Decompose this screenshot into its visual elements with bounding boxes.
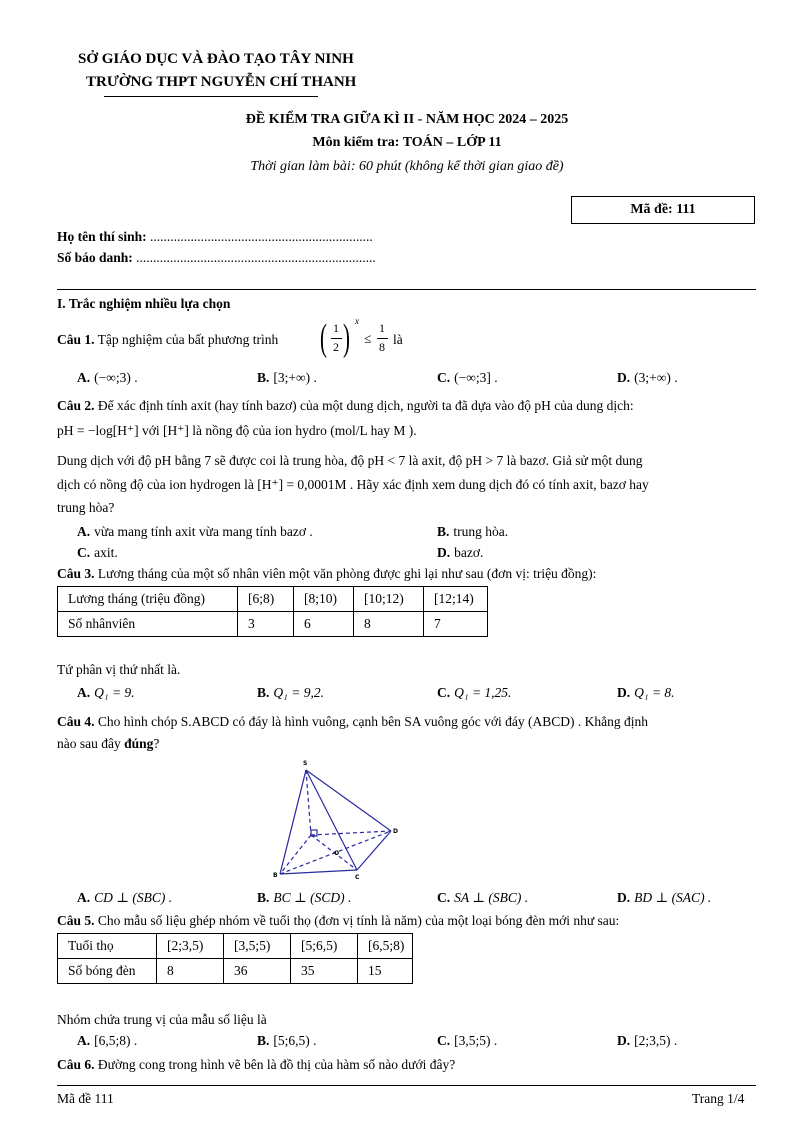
q1-option-c[interactable] — [437, 370, 498, 386]
paren-left: ( — [320, 317, 327, 359]
q5-option-b[interactable] — [257, 1033, 317, 1049]
question-4-text-pre: nào sau đây — [57, 736, 125, 751]
table-row — [58, 587, 488, 612]
question-4-line1 — [57, 714, 648, 730]
question-1-label: Câu 1. — [57, 332, 95, 347]
table-row — [58, 934, 413, 959]
question-2-line2: pH = −log[H⁺] với [H⁺] là nồng độ của ion hydro (mol/L hay M ). — [57, 423, 417, 438]
table-cell: [2;3,5) — [157, 934, 224, 959]
table-cell: 6 — [294, 612, 354, 637]
table-cell: [3,5;5) — [224, 934, 291, 959]
question-5-text: Cho mẫu số liệu ghép nhóm về tuổi thọ (đơn vị tính là năm) của một loại bóng đèn mới như sau: — [97, 913, 620, 928]
q1-option-d[interactable] — [617, 370, 678, 386]
q1-option-a[interactable] — [77, 370, 138, 386]
question-6 — [57, 1057, 455, 1073]
q4-option-a[interactable] — [77, 890, 172, 906]
option-value: trung hòa. — [453, 524, 509, 539]
option-letter: A. — [77, 685, 91, 700]
option-value: Q₁ = 8. — [634, 685, 675, 700]
option-letter: C. — [77, 545, 91, 560]
table-row — [58, 612, 488, 637]
q5-option-c[interactable] — [437, 1033, 497, 1049]
exam-time: Thời gian làm bài: 60 phút (không kể thời gian giao đề) — [250, 159, 564, 174]
question-4-label: Câu 4. — [57, 714, 95, 729]
option-letter: B. — [437, 524, 450, 539]
frac1-num: 1 — [333, 321, 339, 335]
edge-SD — [306, 770, 391, 831]
edge-BC — [280, 870, 357, 874]
table-cell: 35 — [291, 959, 358, 984]
question-1-tail: là — [393, 332, 403, 347]
footer-code: Mã đề 111 — [57, 1091, 114, 1106]
option-letter: A. — [77, 370, 91, 385]
department-title: SỞ GIÁO DỤC VÀ ĐÀO TẠO TÂY NINH — [78, 51, 354, 67]
q5-table — [57, 933, 413, 984]
table-cell: Số nhânviên — [58, 612, 238, 637]
q3-option-d[interactable] — [617, 685, 675, 701]
question-4-emphasis: đúng — [124, 736, 154, 751]
option-value: Q₁ = 9,2. — [273, 685, 324, 700]
q5-option-d[interactable] — [617, 1033, 677, 1049]
option-value: (3;+∞) . — [634, 370, 678, 385]
question-2-text: Để xác định tính axit (hay tính bazơ) của một dung dịch, người ta đã dựa vào độ pH của dung dịch: — [97, 398, 634, 413]
frac2-bar — [377, 338, 388, 339]
table-cell: [6;8) — [238, 587, 294, 612]
option-letter: C. — [437, 1033, 451, 1048]
option-value: [2;3,5) . — [634, 1033, 678, 1048]
question-3 — [57, 566, 596, 582]
option-value: bazơ. — [454, 545, 484, 560]
table-cell: [10;12) — [354, 587, 424, 612]
table-cell: Số bóng đèn — [58, 959, 157, 984]
exam-title: ĐỀ KIỂM TRA GIỮA KÌ II - NĂM HỌC 2024 – 2025 — [245, 112, 569, 127]
edge-SC — [306, 770, 357, 870]
candidate-id-dots: ....................................................................... — [136, 250, 376, 265]
candidate-id-label: Số báo danh: — [57, 250, 133, 265]
pyramid-figure — [270, 758, 410, 880]
candidate-name-label: Họ tên thí sinh: — [57, 229, 147, 244]
option-value: BC ⊥ (SCD) . — [273, 890, 352, 905]
question-3-label: Câu 3. — [57, 566, 95, 581]
option-value: [3;+∞) . — [273, 370, 317, 385]
table-cell: 15 — [358, 959, 413, 984]
edge-AD — [311, 831, 391, 835]
option-letter: D. — [617, 1033, 631, 1048]
table-row — [58, 959, 413, 984]
option-value: Q₁ = 9. — [94, 685, 135, 700]
candidate-id-row — [57, 250, 376, 266]
table-cell: [12;14) — [424, 587, 488, 612]
q2-option-c[interactable] — [77, 545, 118, 561]
option-letter: D. — [617, 685, 631, 700]
question-2-line3: Dung dịch với độ pH bằng 7 sẽ được coi là trung hòa, độ pH < 7 là axit, độ pH > 7 là bazơ. Giả sử một dung — [57, 453, 643, 468]
label-C: C — [355, 874, 360, 880]
option-letter: C. — [437, 890, 451, 905]
q3-table — [57, 586, 488, 637]
option-value: vừa mang tính axit vừa mang tính bazơ . — [94, 524, 313, 539]
table-cell: [6,5;8) — [358, 934, 413, 959]
question-2-line1 — [57, 398, 634, 414]
label-S: S — [303, 760, 308, 767]
option-letter: B. — [257, 1033, 270, 1048]
q3-option-b[interactable] — [257, 685, 324, 701]
footer-divider — [57, 1085, 756, 1086]
option-letter: C. — [437, 685, 451, 700]
table-cell: 3 — [238, 612, 294, 637]
option-letter: C. — [437, 370, 451, 385]
option-value: BD ⊥ (SAC) . — [634, 890, 712, 905]
option-value: Q₁ = 1,25. — [454, 685, 512, 700]
option-letter: D. — [617, 890, 631, 905]
le-sign: ≤ — [364, 331, 372, 346]
option-value: [3,5;5) . — [454, 1033, 498, 1048]
question-2-line4: dịch có nồng độ của ion hydrogen là [H⁺] = 0,0001M . Hãy xác định xem dung dịch đó có tính axit, bazơ hay — [57, 477, 649, 492]
q5-option-a[interactable] — [77, 1033, 137, 1049]
paren-right: ) — [343, 317, 350, 359]
question-5-prompt: Nhóm chứa trung vị của mẫu số liệu là — [57, 1012, 267, 1027]
q2-option-b[interactable] — [437, 524, 508, 540]
question-2-label: Câu 2. — [57, 398, 95, 413]
question-6-label: Câu 6. — [57, 1057, 95, 1072]
option-value: [6,5;8) . — [94, 1033, 138, 1048]
table-cell: 36 — [224, 959, 291, 984]
frac2-den: 8 — [379, 340, 385, 354]
q1-option-b[interactable] — [257, 370, 317, 386]
section-divider — [57, 289, 756, 290]
table-cell: 8 — [157, 959, 224, 984]
question-2-line5: trung hòa? — [57, 500, 115, 515]
option-letter: B. — [257, 370, 270, 385]
edge-SA — [306, 770, 311, 835]
question-6-text: Đường cong trong hình vẽ bên là đồ thị của hàm số nào dưới đây? — [97, 1057, 456, 1072]
candidate-name-dots: .................................................................. — [150, 229, 373, 244]
option-value: SA ⊥ (SBC) . — [454, 890, 529, 905]
table-cell: 8 — [354, 612, 424, 637]
option-letter: D. — [437, 545, 451, 560]
option-value: [5;6,5) . — [273, 1033, 317, 1048]
question-1-text: Tập nghiệm của bất phương trình — [97, 332, 279, 347]
q2-option-a[interactable] — [77, 524, 313, 540]
question-5-label: Câu 5. — [57, 913, 95, 928]
question-3-prompt: Tứ phân vị thứ nhất là. — [57, 662, 181, 677]
question-4-text-post: ? — [153, 736, 160, 751]
option-letter: A. — [77, 524, 91, 539]
question-4-text: Cho hình chóp S.ABCD có đáy là hình vuông, cạnh bên SA vuông góc với đáy (ABCD) . Khẳng định — [97, 714, 648, 729]
table-cell: [5;6,5) — [291, 934, 358, 959]
option-letter: B. — [257, 685, 270, 700]
table-cell: 7 — [424, 612, 488, 637]
q3-option-c[interactable] — [437, 685, 511, 701]
edge-CD — [357, 831, 391, 870]
question-5 — [57, 913, 619, 929]
q4-option-c[interactable] — [437, 890, 528, 906]
option-letter: B. — [257, 890, 270, 905]
exam-subject: Môn kiểm tra: TOÁN – LỚP 11 — [312, 135, 502, 150]
exam-code-box: Mã đề: 111 — [571, 196, 755, 224]
question-3-text: Lương tháng của một số nhân viên một văn phòng được ghi lại như sau (đơn vị: triệu đồng): — [97, 566, 597, 581]
table-cell: [8;10) — [294, 587, 354, 612]
footer-page: Trang 1/4 — [692, 1091, 745, 1106]
option-value: (−∞;3] . — [454, 370, 498, 385]
question-1-formula — [320, 318, 400, 364]
option-letter: D. — [617, 370, 631, 385]
option-value: axit. — [94, 545, 118, 560]
school-title: TRƯỜNG THPT NGUYỄN CHÍ THANH — [86, 74, 357, 90]
frac2-num: 1 — [379, 321, 385, 335]
question-4-line2 — [57, 736, 159, 752]
label-O: O — [334, 850, 340, 857]
option-letter: A. — [77, 890, 91, 905]
option-value: (−∞;3) . — [94, 370, 138, 385]
table-cell: Lương tháng (triệu đồng) — [58, 587, 238, 612]
frac1-bar — [331, 338, 342, 339]
q3-option-a[interactable] — [77, 685, 135, 701]
option-letter: A. — [77, 1033, 91, 1048]
question-1 — [57, 332, 278, 348]
candidate-name-row — [57, 229, 373, 245]
label-B: B — [273, 872, 278, 879]
option-value: CD ⊥ (SBC) . — [94, 890, 173, 905]
frac1-den: 2 — [333, 340, 339, 354]
exponent: x — [355, 316, 359, 326]
q2-option-d[interactable] — [437, 545, 483, 561]
school-underline — [104, 96, 318, 97]
table-cell: Tuổi thọ — [58, 934, 157, 959]
label-D: D — [393, 828, 398, 835]
section-1-title: I. Trắc nghiệm nhiều lựa chọn — [57, 296, 231, 311]
q4-option-b[interactable] — [257, 890, 351, 906]
q4-option-d[interactable] — [617, 890, 711, 906]
